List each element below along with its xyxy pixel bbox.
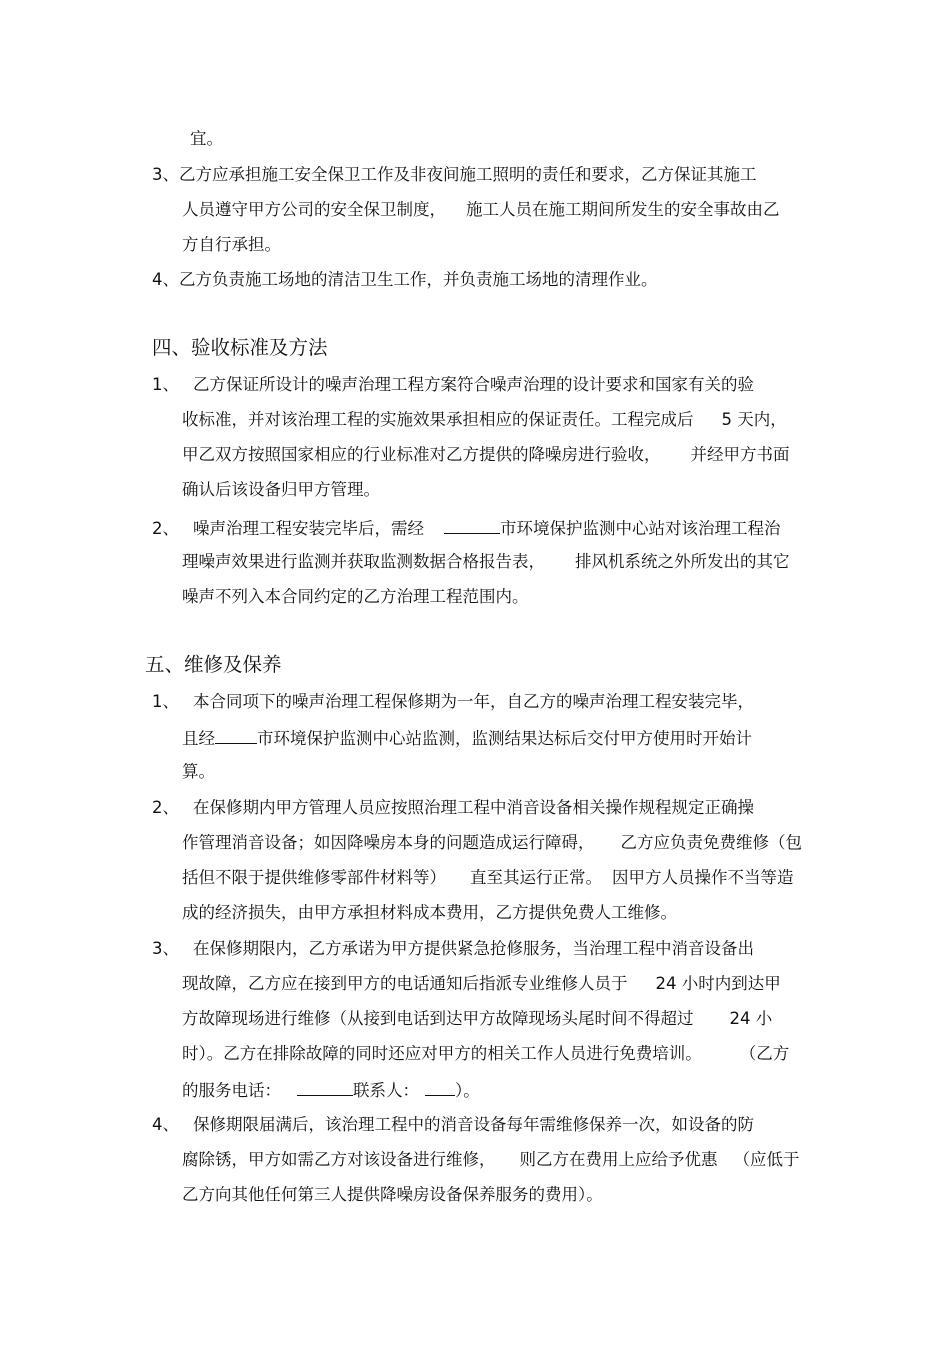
blank-city-field (444, 516, 500, 534)
s5-item-3-line-2: 现故障，乙方应在接到甲方的电话通知后指派专业维修人员于 24 小时内到达甲 (182, 974, 781, 993)
s4-item-1-line-1: 1、 乙方保证所设计的噪声治理工程方案符合噪声治理的设计要求和国家有关的验 (152, 375, 754, 394)
s5-item-4-line-1: 4、 保修期限届满后，该治理工程中的消音设备每年需维修保养一次，如设备的防 (152, 1115, 754, 1134)
s5-item-1-line-3: 算。 (182, 762, 215, 781)
clause-number: 4、 (152, 270, 179, 289)
clause-3-line-3: 方自行承担。 (182, 235, 281, 254)
blank-contact-person (425, 1078, 455, 1096)
s4-item-1-line-3: 甲乙双方按照国家相应的行业标准对乙方提供的降噪房进行验收， 并经甲方书面 (182, 445, 790, 464)
clause-4-line-1: 4、乙方负责施工场地的清洁卫生工作，并负责施工场地的清理作业。 (152, 270, 658, 289)
s4-item-1-line-4: 确认后该设备归甲方管理。 (182, 480, 380, 499)
s5-item-4-line-3: 乙方向其他任何第三人提供降噪房设备保养服务的费用）。 (182, 1185, 603, 1204)
s5-item-4-line-2: 腐除锈，甲方如需乙方对该设备进行维修， 则乙方在费用上应给予优惠 （应低于 (182, 1150, 800, 1169)
s5-item-3-line-4: 时）。乙方在排除故障的同时还应对甲方的相关工作人员进行免费培训。 （乙方 (182, 1044, 790, 1063)
carry-over-text: 宜。 (190, 129, 223, 148)
s5-item-2-line-4: 成的经济损失，由甲方承担材料成本费用，乙方提供免费人工维修。 (182, 903, 677, 922)
section-5-heading: 五、维修及保养 (145, 653, 282, 676)
s5-item-2-line-2: 作管理消音设备；如因降噪房本身的问题造成运行障碍， 乙方应负责免费维修（包 (182, 833, 802, 852)
clause-3-line-1: 3、乙方应承担施工安全保卫工作及非夜间施工照明的责任和要求，乙方保证其施工 (152, 165, 757, 184)
s5-item-1-line-2: 且经 市环境保护监测中心站监测，监测结果达标后交付甲方使用时开始计 (182, 726, 752, 750)
s4-item-2-line-2: 理噪声效果进行监测并获取监测数据合格报告表， 排风机系统之外所发出的其它 (182, 552, 790, 571)
s5-item-3-line-1: 3、 在保修期限内，乙方承诺为甲方提供紧急抢修服务，当治理工程中消音设备出 (152, 939, 754, 958)
s5-item-1-line-1: 1、 本合同项下的噪声治理工程保修期为一年，自乙方的噪声治理工程安装完毕， (152, 692, 754, 711)
s5-item-2-line-3: 括但不限于提供维修零部件材料等） 直至其运行正常。 因甲方人员操作不当等造 (182, 868, 794, 887)
section-4-heading: 四、验收标准及方法 (152, 336, 328, 359)
s4-item-1-line-2: 收标准，并对该治理工程的实施效果承担相应的保证责任。工程完成后 5 天内， (182, 410, 787, 429)
s4-item-2-line-1: 2、 噪声治理工程安装完毕后，需经 市环境保护监测中心站对该治理工程治 (152, 516, 781, 540)
clause-number: 3、 (152, 165, 179, 184)
s5-item-2-line-1: 2、 在保修期内甲方管理人员应按照治理工程中消音设备相关操作规程规定正确操 (152, 798, 754, 817)
s5-item-3-line-5: 的服务电话： 联系人： ）。 (182, 1078, 480, 1102)
s5-item-3-line-3: 方故障现场进行维修（从接到电话到达甲方故障现场头尾时间不得超过 24 小 (182, 1009, 773, 1028)
clause-3-line-2: 人员遵守甲方公司的安全保卫制度， 施工人员在施工期间所发生的安全事故由乙 (182, 200, 780, 219)
blank-city-field (215, 726, 257, 744)
blank-service-phone (297, 1078, 353, 1096)
s4-item-2-line-3: 噪声不列入本合同约定的乙方治理工程范围内。 (182, 587, 529, 606)
